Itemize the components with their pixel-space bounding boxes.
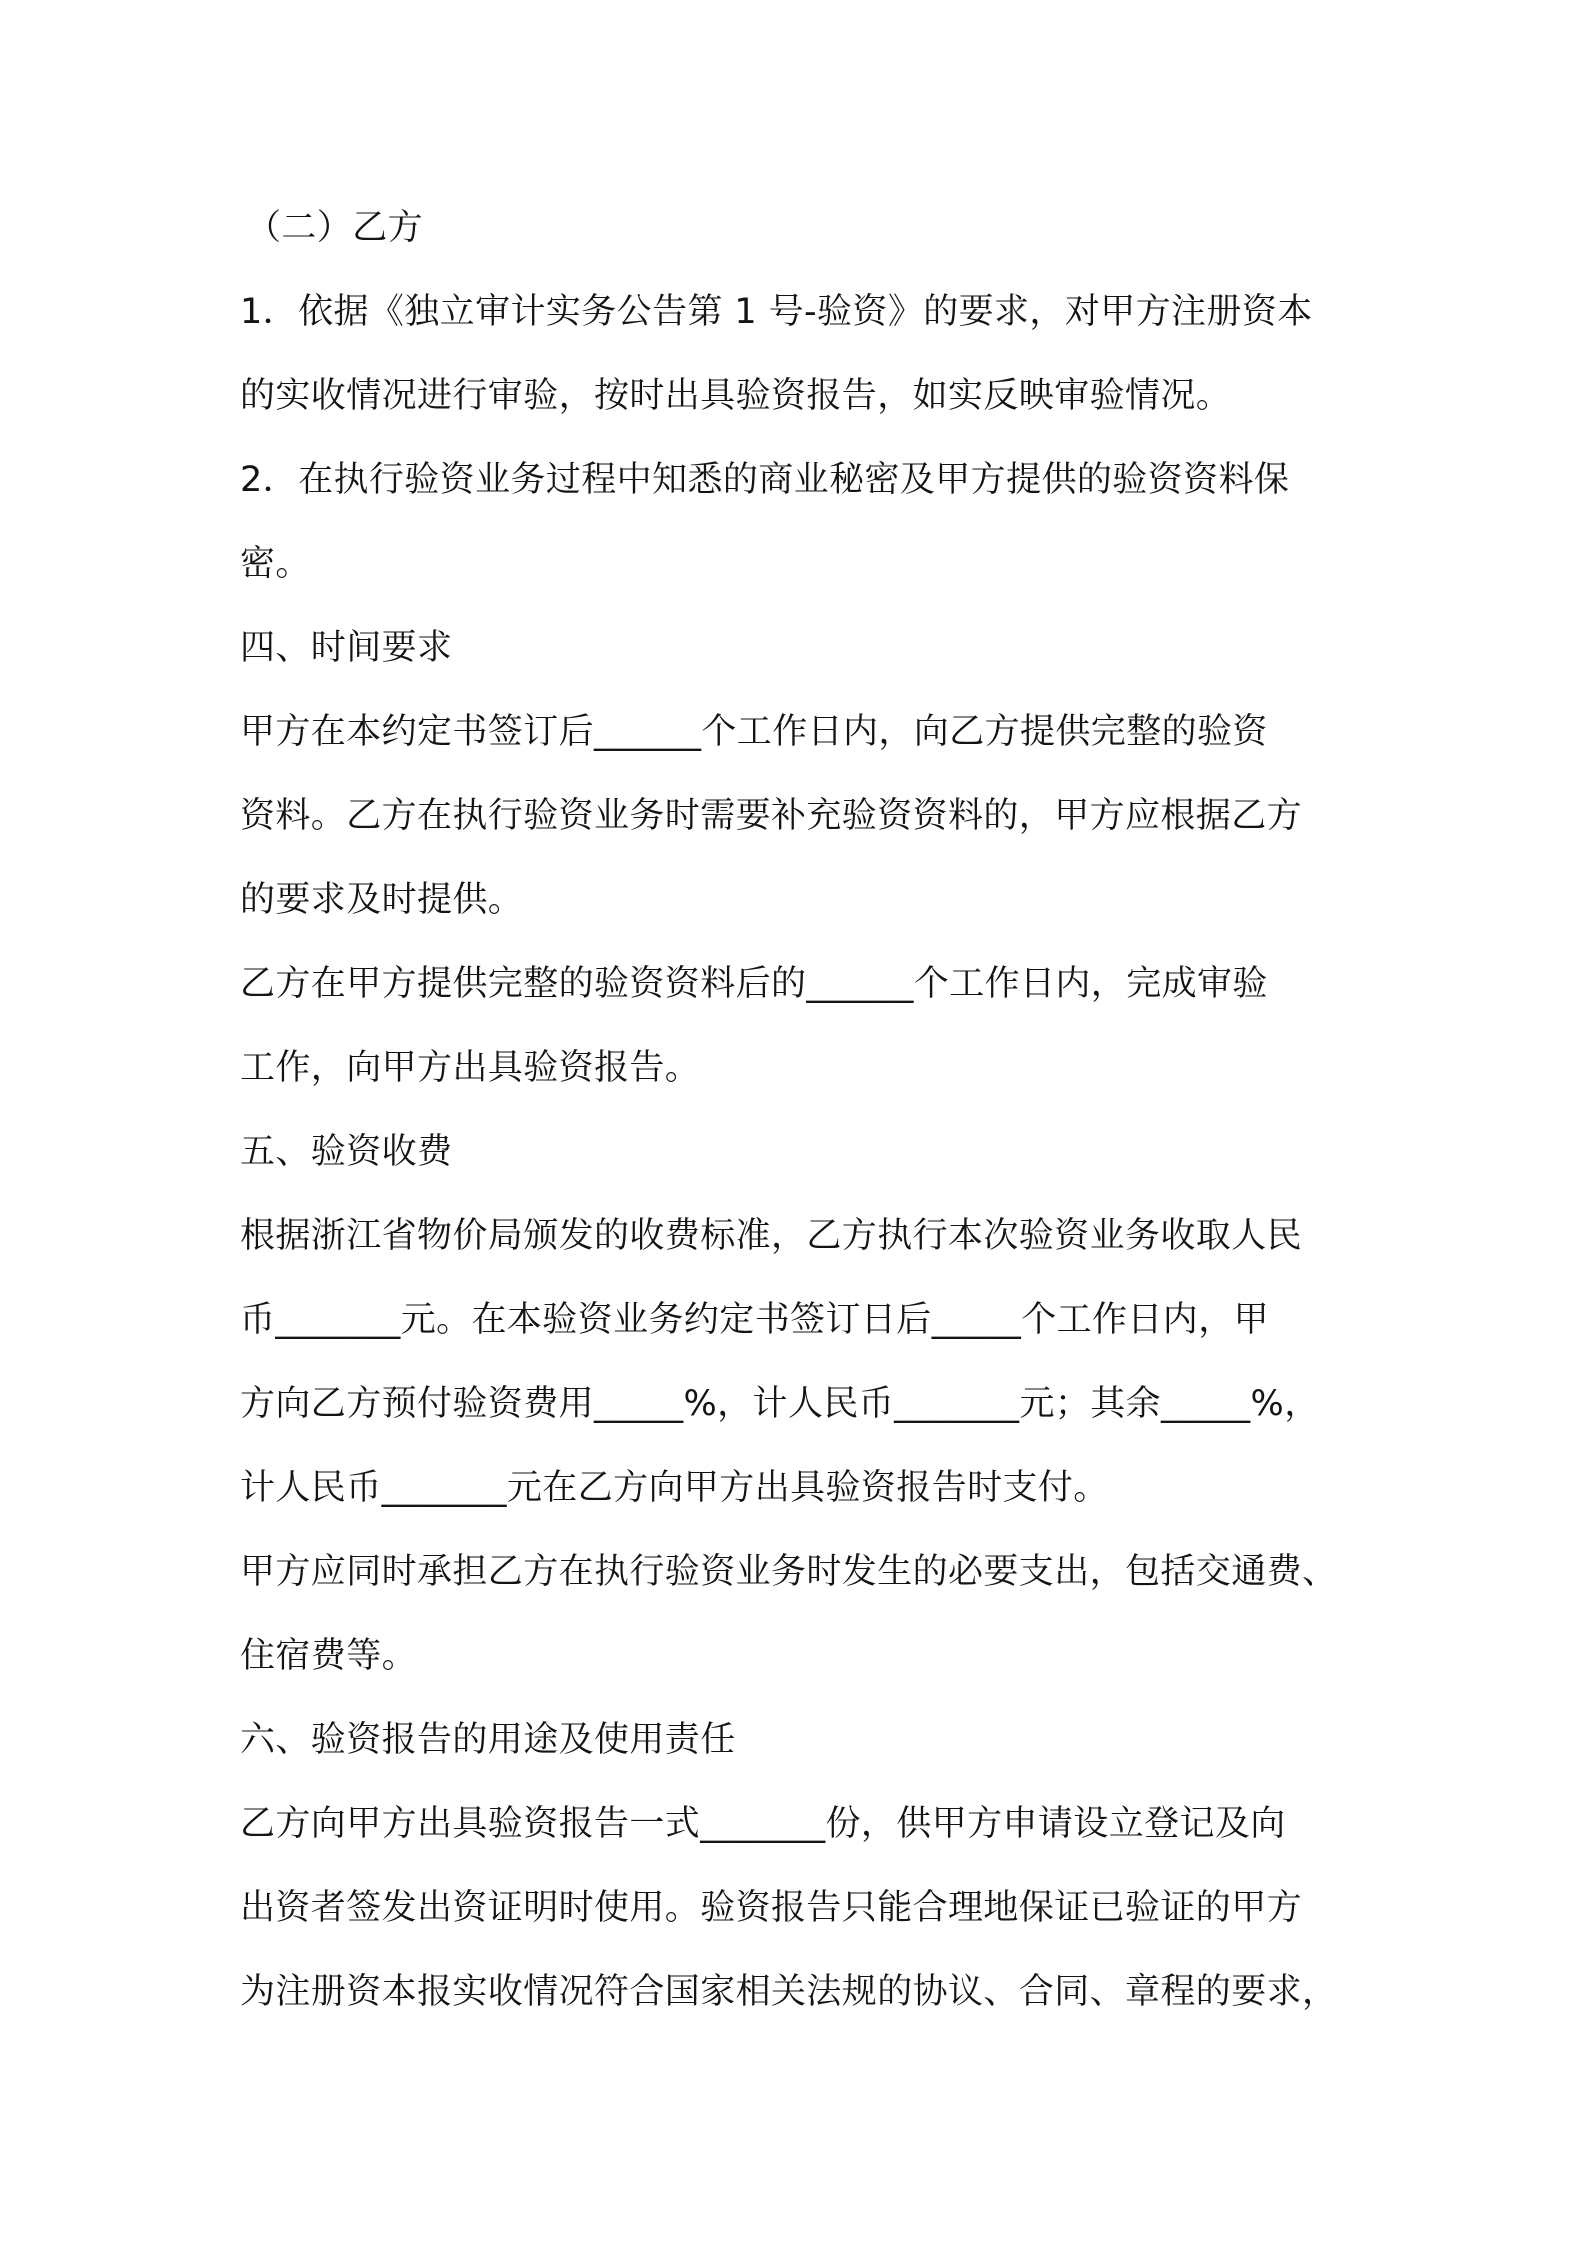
paragraph-line: 乙方在甲方提供完整的验资资料后的______个工作日内，完成审验 [240, 964, 1268, 1004]
paragraph-line: 资料。乙方在执行验资业务时需要补充验资资料的，甲方应根据乙方 [240, 796, 1303, 836]
section-heading-report-use: 六、验资报告的用途及使用责任 [240, 1720, 736, 1760]
section-heading-fees: 五、验资收费 [240, 1132, 453, 1172]
paragraph-line: 密。 [240, 544, 311, 584]
paragraph-line: 甲方在本约定书签订后______个工作日内，向乙方提供完整的验资 [240, 712, 1268, 752]
paragraph-line: 为注册资本报实收情况符合国家相关法规的协议、合同、章程的要求， [240, 1972, 1338, 2012]
paragraph-line: 根据浙江省物价局颁发的收费标准，乙方执行本次验资业务收取人民 [240, 1216, 1303, 1256]
paragraph-line: 的要求及时提供。 [240, 880, 524, 920]
paragraph-line: 出资者签发出资证明时使用。验资报告只能合理地保证已验证的甲方 [240, 1888, 1303, 1928]
subsection-heading-party-b: （二）乙方 [246, 208, 424, 248]
paragraph-line: 住宿费等。 [240, 1636, 418, 1676]
paragraph-line: 币_______元。在本验资业务约定书签订日后_____个工作日内，甲 [240, 1300, 1270, 1340]
paragraph-line: 2．在执行验资业务过程中知悉的商业秘密及甲方提供的验资资料保 [240, 460, 1290, 500]
paragraph-line: 计人民币_______元在乙方向甲方出具验资报告时支付。 [240, 1468, 1109, 1508]
paragraph-line: 甲方应同时承担乙方在执行验资业务时发生的必要支出，包括交通费、 [240, 1552, 1338, 1592]
paragraph-line: 乙方向甲方出具验资报告一式_______份，供甲方申请设立登记及向 [240, 1804, 1286, 1844]
paragraph-line: 工作，向甲方出具验资报告。 [240, 1048, 701, 1088]
paragraph-line: 方向乙方预付验资费用_____%，计人民币_______元；其余_____%， [240, 1384, 1320, 1424]
paragraph-line: 的实收情况进行审验，按时出具验资报告，如实反映审验情况。 [240, 376, 1232, 416]
section-heading-time: 四、时间要求 [240, 628, 453, 668]
paragraph-line: 1．依据《独立审计实务公告第 1 号-验资》的要求，对甲方注册资本 [240, 292, 1313, 332]
